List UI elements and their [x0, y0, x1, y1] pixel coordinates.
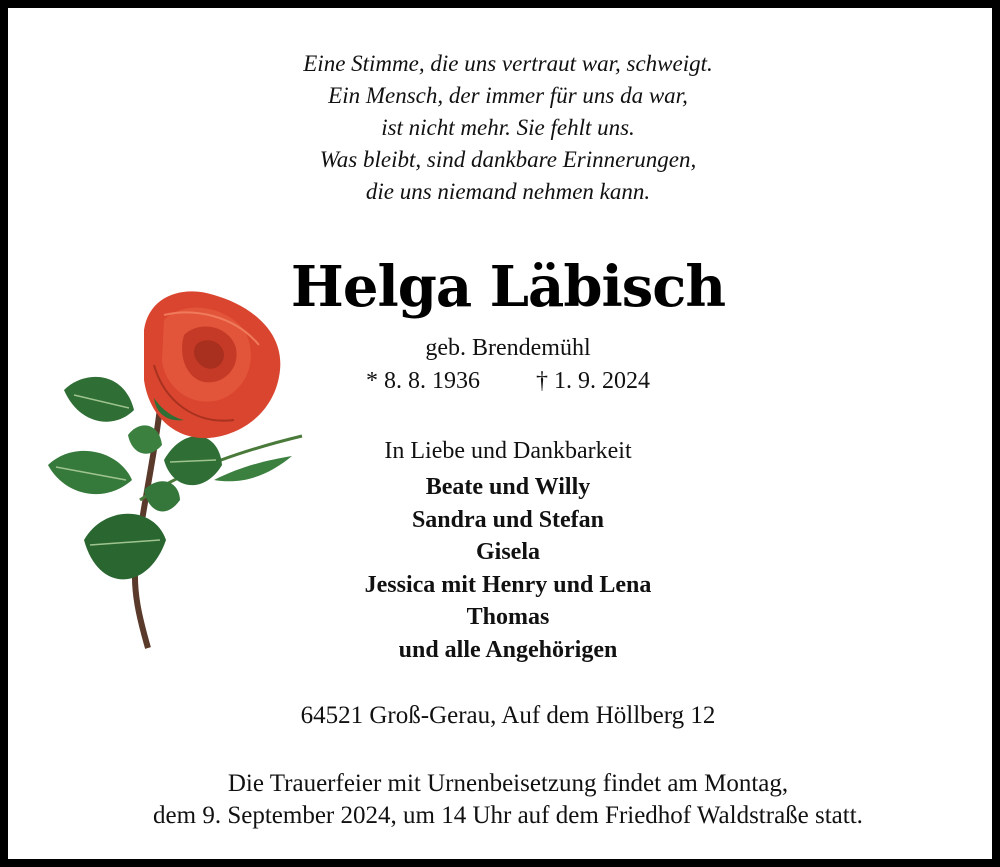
mourner: und alle Angehörigen [398, 636, 618, 663]
mourner: Jessica mit Henry und Lena [364, 571, 652, 598]
life-dates [8, 368, 1000, 395]
birth-date: * 8. 8. 1936 [366, 368, 480, 394]
service-line: dem 9. September 2024, um 14 Uhr auf dem Friedhof Waldstraße statt. [153, 802, 863, 829]
poem-line: Ein Mensch, der immer für uns da war, [328, 83, 688, 108]
birth-name: geb. Brendemühl [425, 335, 591, 361]
mourner: Sandra und Stefan [411, 506, 605, 533]
dedication: In Liebe und Dankbarkeit [384, 438, 632, 464]
service-notice [8, 768, 1000, 832]
death-date: † 1. 9. 2024 [536, 368, 650, 394]
mourners-list [8, 471, 1000, 666]
poem-line: Was bleibt, sind dankbare Erinnerungen, [319, 147, 697, 172]
mourner: Beate und Willy [425, 474, 591, 500]
address: 64521 Groß-Gerau, Auf dem Höllberg 12 [300, 702, 716, 729]
poem-line: ist nicht mehr. Sie fehlt uns. [381, 115, 635, 140]
mourner: Gisela [476, 539, 540, 565]
poem-line: die uns niemand nehmen kann. [365, 179, 651, 204]
service-line: Die Trauerfeier mit Urnenbeisetzung findet am Montag, [227, 770, 789, 797]
mourner: Thomas [466, 604, 550, 630]
deceased-name: Helga Läbisch [290, 254, 726, 320]
poem-line: Eine Stimme, die uns vertraut war, schweigt. [303, 51, 713, 76]
poem [8, 48, 1000, 208]
